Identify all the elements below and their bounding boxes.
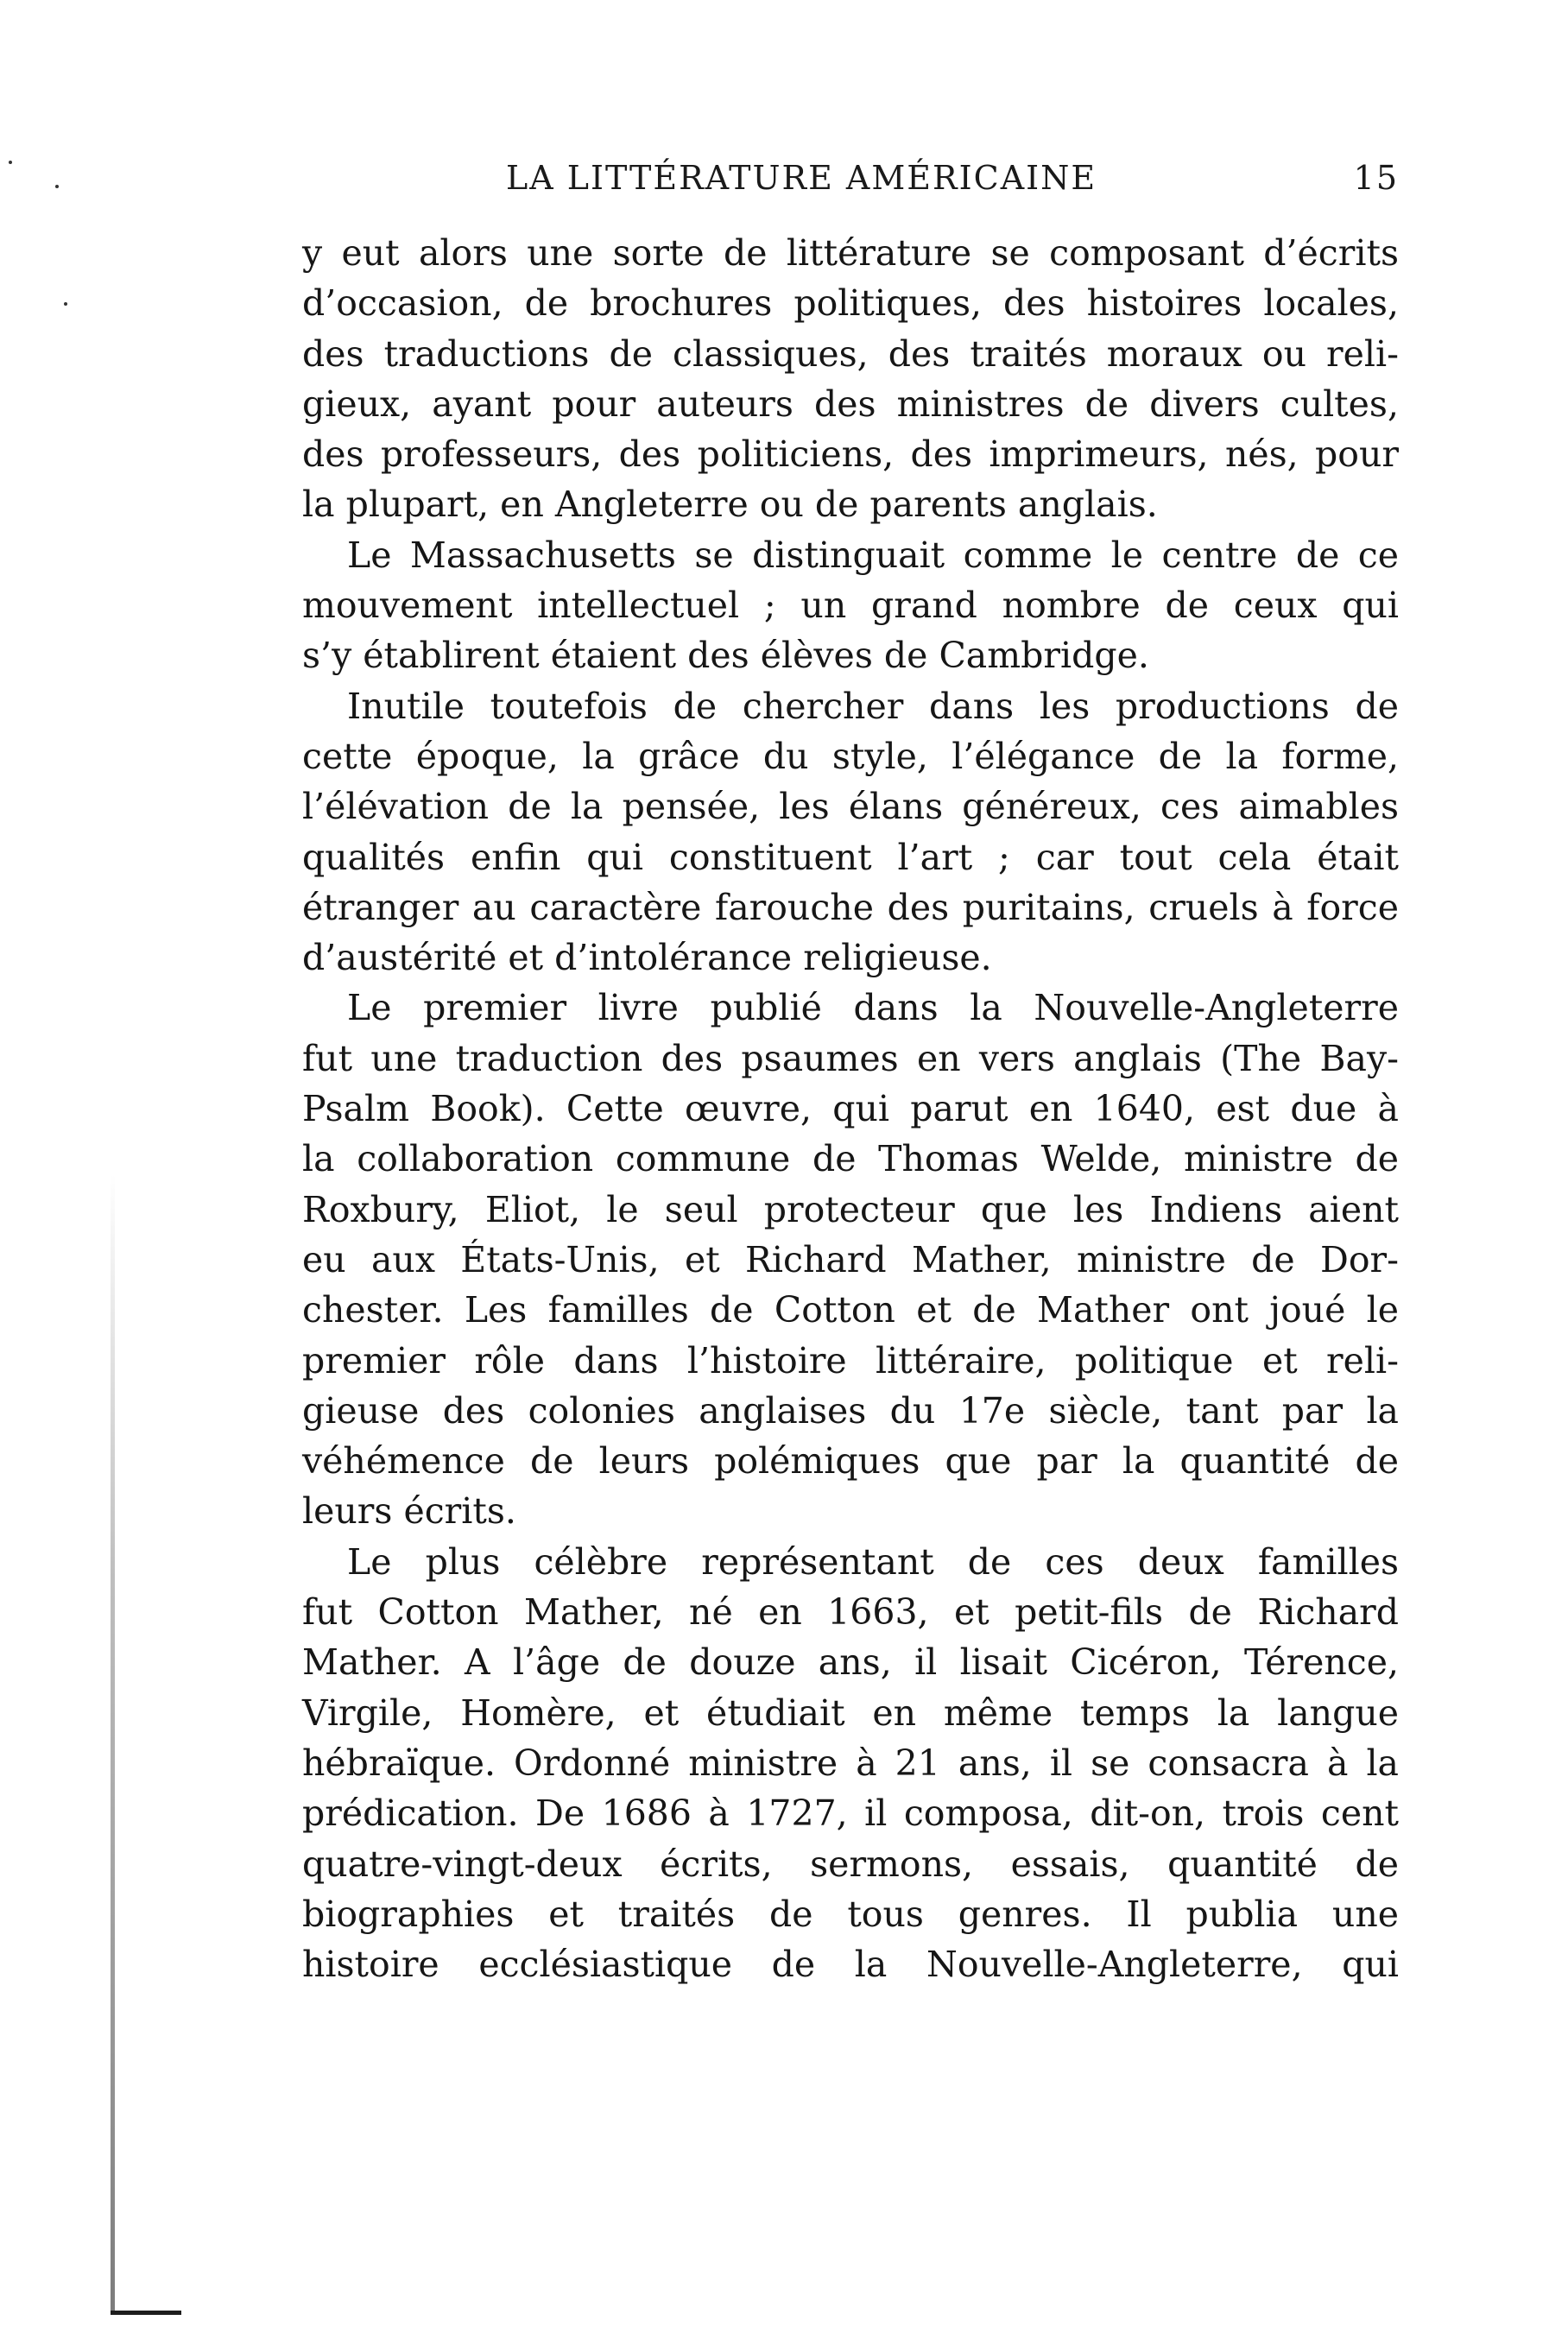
text-line: gieux, ayant pour auteurs des ministres de divers cultes, [302,383,1399,425]
text-line: la collaboration commune de Thomas Welde, ministre de [302,1138,1399,1180]
text-line: cette époque, la grâce du style, l’élégance de la forme, [302,735,1399,777]
text-line: biographies et traités de tous genres. Il publia une [302,1893,1399,1935]
scan-speck [9,161,12,164]
text-line: Le premier livre publié dans la Nouvelle-Angleterre [347,987,1399,1029]
text-line: premier rôle dans l’histoire littéraire, politique et reli- [302,1339,1399,1381]
text-line: Inutile toutefois de chercher dans les productions de [347,685,1399,727]
text-line: mouvement intellectuel ; un grand nombre de ceux qui [302,585,1399,627]
text-line: gieuse des colonies anglaises du 17e siècle, tant par la [302,1389,1399,1432]
text-line: fut Cotton Mather, né en 1663, et petit-fils de Richard [302,1591,1399,1634]
scan-speck [55,185,59,188]
running-title: LA LITTÉRATURE AMÉRICAINE [506,159,1097,197]
text-line: Psalm Book). Cette œuvre, qui parut en 1640, est due à [302,1088,1399,1130]
paragraph-1 [302,228,1399,530]
body-text [302,228,1399,1989]
text-line: Virgile, Homère, et étudiait en même temps la langue [302,1691,1399,1734]
text-line: quatre-vingt-deux écrits, sermons, essais, quantité de [302,1843,1399,1885]
text-line: d’austérité et d’intolérance religieuse. [302,937,992,979]
text-line: Le Massachusetts se distinguait comme le centre de ce [347,534,1399,576]
text-line: la plupart, en Angleterre ou de parents anglais. [302,484,1158,526]
page-number: 15 [1353,159,1399,197]
text-line: histoire ecclésiastique de la Nouvelle-Angleterre, qui [302,1944,1399,1986]
text-line: véhémence de leurs polémiques que par la quantité de [302,1440,1399,1483]
running-header [302,152,1399,204]
text-line: des traductions de classiques, des traités moraux ou reli- [302,332,1399,375]
paragraph-2 [302,530,1399,681]
text-line: y eut alors une sorte de littérature se composant d’écrits [302,232,1399,274]
paragraph-5 [302,1537,1399,1990]
text-line: Roxbury, Eliot, le seul protecteur que les Indiens aient [302,1188,1399,1230]
scan-speck [64,302,67,306]
text-line: l’élévation de la pensée, les élans généreux, ces aimables [302,786,1399,828]
paragraph-3 [302,681,1399,983]
text-line: leurs écrits. [302,1490,516,1533]
text-line: d’occasion, de brochures politiques, des histoires locales, [302,282,1399,325]
text-line: s’y établirent étaient des élèves de Cambridge. [302,635,1149,677]
text-line: qualités enfin qui constituent l’art ; car tout cela était [302,836,1399,878]
text-line: fut une traduction des psaumes en vers anglais (The Bay- [302,1037,1399,1079]
text-line: prédication. De 1686 à 1727, il composa, dit-on, trois cent [302,1792,1399,1835]
text-line: Le plus célèbre représentant de ces deux familles [347,1540,1399,1583]
text-line: chester. Les familles de Cotton et de Mather ont joué le [302,1289,1399,1331]
text-line: eu aux États-Unis, et Richard Mather, ministre de Dor- [302,1238,1399,1280]
binding-edge-corner [111,2311,181,2315]
text-line: hébraïque. Ordonné ministre à 21 ans, il se consacra à la [302,1742,1399,1784]
text-line: étranger au caractère farouche des puritains, cruels à force [302,886,1399,928]
text-line: des professeurs, des politiciens, des imprimeurs, nés, pour [302,433,1399,476]
text-line: Mather. A l’âge de douze ans, il lisait Cicéron, Térence, [302,1641,1399,1684]
binding-edge-shadow [111,1174,115,2314]
paragraph-4 [302,983,1399,1536]
